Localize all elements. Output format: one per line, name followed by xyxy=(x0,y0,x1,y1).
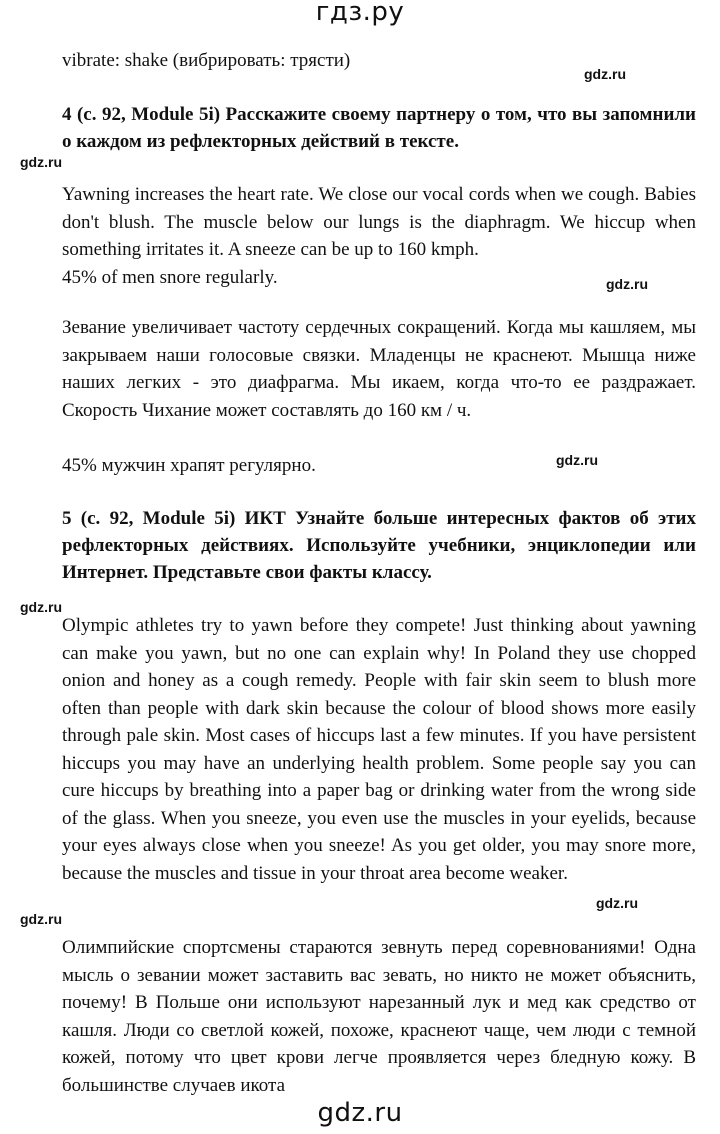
site-footer[interactable]: gdz.ru xyxy=(317,1098,403,1128)
site-header[interactable]: гдз.ру xyxy=(315,0,405,27)
task4-english-text: Yawning increases the heart rate. We close our vocal cords when we cough. Babies don't blush. The muscle below our lungs is the diaphragm. We hiccup when something irritates it. A sneeze can be up to 160 kmph. xyxy=(62,184,696,260)
task5-heading: 5 (с. 92, Module 5i) ИКТ Узнайте больше интересных фактов об этих рефлекторных действиях. Используйте учебники, энциклопедии или Интернет. Представьте свои факты классу. xyxy=(62,508,696,583)
task4-heading: 4 (с. 92, Module 5i) Расскажите своему партнеру о том, что вы запомнили о каждом из рефлекторных действий в тексте. xyxy=(62,104,696,152)
watermark-7: gdz.ru xyxy=(20,911,62,927)
watermark-3: gdz.ru xyxy=(606,276,648,292)
watermark-6: gdz.ru xyxy=(596,895,638,911)
watermark-2: gdz.ru xyxy=(20,154,62,170)
task5-russian-text: Олимпийские спортсмены стараются зевнуть перед соревнованиями! Одна мысль о зевании может заставить вас зевать, но никто не может объяснить, почему! В Польше они используют нарезанный лук и мед как средство от кашля. Люди со светлой кожей, похоже, краснеют чаще, чем люди с темной кожей, потому что цвет крови легче проявляется через бледную кожу. В большинстве случаев икота xyxy=(62,937,696,1096)
vocab-line: vibrate: shake (вибрировать: трясти) xyxy=(62,50,351,71)
task4-english-last: 45% of men snore regularly. xyxy=(62,267,278,288)
watermark-4: gdz.ru xyxy=(556,452,598,468)
watermark-1: gdz.ru xyxy=(584,66,626,82)
task4-russian-last: 45% мужчин храпят регулярно. xyxy=(62,455,316,476)
task4-russian-text: Зевание увеличивает частоту сердечных сокращений. Когда мы кашляем, мы закрываем наши голосовые связки. Младенцы не краснеют. Мышца ниже наших легких - это диафрагма. Мы икаем, когда что-то ее раздражает. Скорость Чихание может составлять до 160 км / ч. xyxy=(62,317,696,421)
task5-english-text: Olympic athletes try to yawn before they compete! Just thinking about yawning can make you yawn, but no one can explain why! In Poland they use chopped onion and honey as a cough remedy. People with fair skin seem to blush more often than people with dark skin because the colour of blood shows more easily through pale skin. Most cases of hiccups last a few minutes. If you have persistent hiccups you may have an underlying health problem. Some people say you can cure hiccups by breathing into a paper bag or drinking water from the wrong side of the glass. When you sneeze, you even use the muscles in your eyelids, because your eyes always close when you sneeze! As you get older, you may snore more, because the muscles and tissue in your throat area become weaker. xyxy=(62,615,696,884)
watermark-5: gdz.ru xyxy=(20,599,62,615)
